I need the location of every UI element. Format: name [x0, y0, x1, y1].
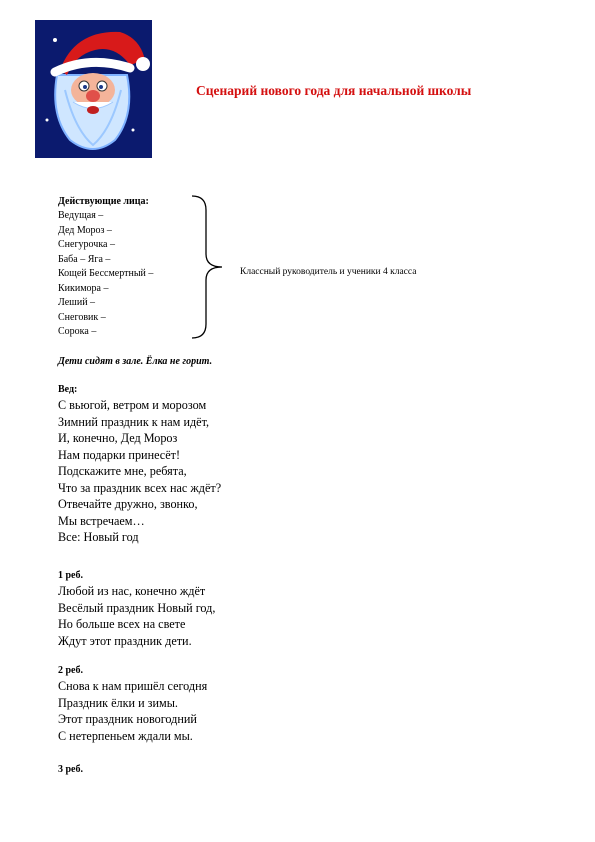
- dialogue-block: [58, 664, 207, 744]
- verse-line: Что за праздник всех нас ждёт?: [58, 480, 222, 495]
- cast-item: Снеговик –: [58, 311, 106, 323]
- verse-line: Мы встречаем…: [58, 513, 145, 528]
- cast-list: [58, 209, 153, 340]
- cast-item: Леший –: [58, 297, 96, 308]
- cast-item: Сорока –: [58, 326, 97, 337]
- verse-line: Весёлый праздник Новый год,: [58, 600, 216, 615]
- verse-line: Ждут этот праздник дети.: [58, 633, 192, 648]
- dialogue-block: [58, 763, 83, 777]
- verse-line: Снова к нам пришёл сегодня: [58, 679, 208, 693]
- cast-item: Кикимора –: [58, 282, 109, 294]
- cast-item: Ведущая –: [58, 210, 104, 221]
- cast-item: Снегурочка –: [58, 239, 115, 250]
- curly-brace-icon: [190, 194, 226, 340]
- cast-heading: Действующие лица:: [58, 196, 149, 207]
- verse-line: С нетерпеньем ждали мы.: [58, 728, 193, 743]
- speaker-label: 3 реб.: [58, 764, 83, 775]
- verse-line: Зимний праздник к нам идёт,: [58, 414, 210, 429]
- page-title: Сценарий нового года для начальной школы: [196, 83, 472, 98]
- speaker-label: 1 реб.: [58, 570, 83, 581]
- verse-line: Отвечайте дружно, звонко,: [58, 497, 198, 511]
- cast-item: Баба – Яга –: [58, 253, 111, 265]
- stage-direction: Дети сидят в зале. Ёлка не горит.: [58, 356, 213, 367]
- dialogue-block: [58, 569, 215, 649]
- verse-line: Подскажите мне, ребята,: [58, 464, 187, 478]
- cast-note: Классный руководитель и ученики 4 класса: [240, 267, 417, 277]
- dialogue-block: [58, 383, 221, 546]
- verse-line: Нам подарки принесёт!: [58, 447, 181, 462]
- verse-line: Любой из нас, конечно ждёт: [58, 584, 206, 598]
- speaker-label: 2 реб.: [58, 665, 83, 676]
- santa-claus-icon: [35, 20, 152, 158]
- cast-item: Дед Мороз –: [58, 224, 112, 236]
- verse-line: С вьюгой, ветром и морозом: [58, 398, 207, 412]
- cast-item: Кощей Бессмертный –: [58, 268, 154, 279]
- verse-line: Но больше всех на свете: [58, 617, 186, 631]
- verse-line: Этот праздник новогодний: [58, 712, 197, 726]
- verse-line: Праздник ёлки и зимы.: [58, 695, 178, 710]
- verse-line: И, конечно, Дед Мороз: [58, 431, 178, 445]
- speaker-label: Вед:: [58, 384, 78, 395]
- verse-line: Все: Новый год: [58, 530, 139, 544]
